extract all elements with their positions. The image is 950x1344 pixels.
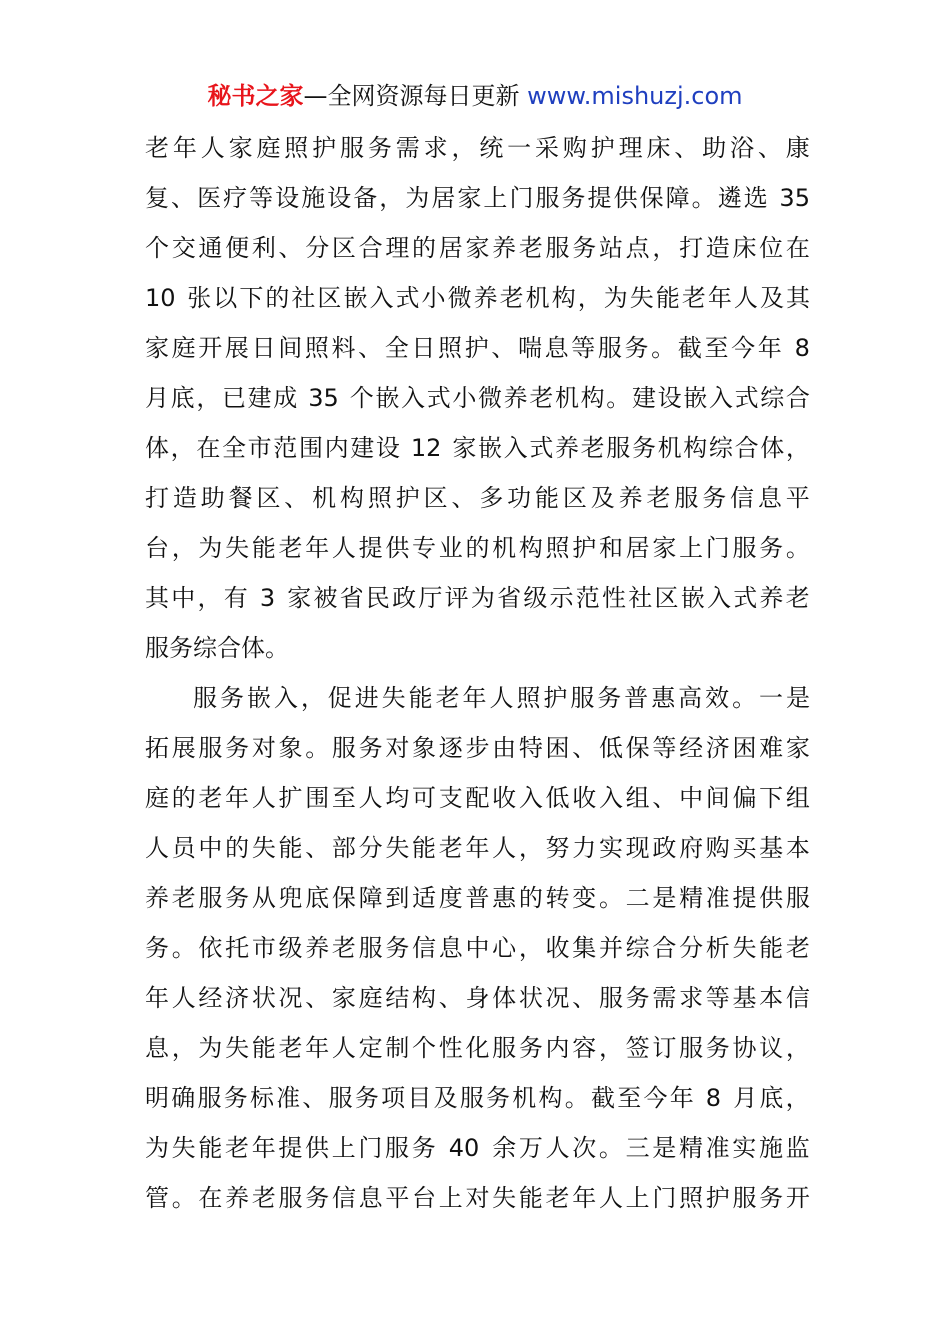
text-line: 人 员 中 的 失 能 、 部 分 失 能 老 年 人 ， 努 力 实 现 政 府 购 买 基 本 bbox=[145, 834, 810, 862]
text-line: 月 底 ， 已 建 成 35 个 嵌 入 式 小 微 养 老 机 构 。 建 设 嵌 入 式 综 合 bbox=[145, 384, 810, 412]
paragraph bbox=[145, 123, 810, 673]
text-line: 明 确 服 务 标 准 、 服 务 项 目 及 服 务 机 构 。 截 至 今 年 8 月 底 ， bbox=[145, 1084, 810, 1112]
text-line: 务 。 依 托 市 级 养 老 服 务 信 息 中 心 ， 收 集 并 综 合 分 析 失 能 老 bbox=[145, 934, 810, 962]
text-line: 家 庭 开 展 日 间 照 料 、 全 日 照 护 、 喘 息 等 服 务 。 截 至 今 年 8 bbox=[145, 334, 810, 362]
site-tagline: —全网资源每日更新 bbox=[303, 82, 520, 110]
text-line: 为 失 能 老 年 提 供 上 门 服 务 40 余 万 人 次 。 三 是 精 准 实 施 监 bbox=[145, 1134, 810, 1162]
text-line: 其 中 ， 有 3 家 被 省 民 政 厅 评 为 省 级 示 范 性 社 区 嵌 入 式 养 老 bbox=[145, 584, 810, 612]
site-brand: 秘书之家 bbox=[207, 82, 304, 110]
text-line: 养 老 服 务 从 兜 底 保 障 到 适 度 普 惠 的 转 变 。 二 是 精 准 提 供 服 bbox=[145, 884, 810, 912]
text-line: 台 ， 为 失 能 老 年 人 提 供 专 业 的 机 构 照 护 和 居 家 上 门 服 务 。 bbox=[145, 534, 810, 562]
site-url: www.mishuzj.com bbox=[527, 82, 743, 110]
text-line: 10 张 以 下 的 社 区 嵌 入 式 小 微 养 老 机 构 ， 为 失 能 老 年 人 及 其 bbox=[145, 284, 810, 312]
text-line: 庭 的 老 年 人 扩 围 至 人 均 可 支 配 收 入 低 收 入 组 、 中 间 偏 下 组 bbox=[145, 784, 810, 812]
text-line: 打 造 助 餐 区 、 机 构 照 护 区 、 多 功 能 区 及 养 老 服 务 信 息 平 bbox=[145, 484, 810, 512]
text-line: 拓 展 服 务 对 象 。 服 务 对 象 逐 步 由 特 困 、 低 保 等 经 济 困 难 家 bbox=[145, 734, 810, 762]
text-line: 个 交 通 便 利 、 分 区 合 理 的 居 家 养 老 服 务 站 点 ， 打 造 床 位 在 bbox=[145, 234, 810, 262]
document-body bbox=[145, 123, 810, 1223]
text-line: 服 务 嵌 入 ， 促 进 失 能 老 年 人 照 护 服 务 普 惠 高 效 。 一 是 bbox=[193, 684, 810, 712]
text-line: 息 ， 为 失 能 老 年 人 定 制 个 性 化 服 务 内 容 ， 签 订 服 务 协 议 ， bbox=[145, 1034, 810, 1062]
text-line: 管 。 在 养 老 服 务 信 息 平 台 上 对 失 能 老 年 人 上 门 照 护 服 务 开 bbox=[145, 1184, 810, 1212]
text-line: 体 ， 在 全 市 范 围 内 建 设 12 家 嵌 入 式 养 老 服 务 机 构 综 合 体 ， bbox=[145, 434, 810, 462]
text-line: 服务综合体。 bbox=[145, 634, 289, 662]
site-header bbox=[0, 78, 950, 114]
text-line: 老 年 人 家 庭 照 护 服 务 需 求 ， 统 一 采 购 护 理 床 、 助 浴 、 康 bbox=[145, 134, 810, 162]
text-line: 年 人 经 济 状 况 、 家 庭 结 构 、 身 体 状 况 、 服 务 需 求 等 基 本 信 bbox=[145, 984, 810, 1012]
paragraph bbox=[145, 673, 810, 1223]
text-line: 复 、 医 疗 等 设 施 设 备 ， 为 居 家 上 门 服 务 提 供 保 障 。 遴 选 35 bbox=[145, 184, 810, 212]
